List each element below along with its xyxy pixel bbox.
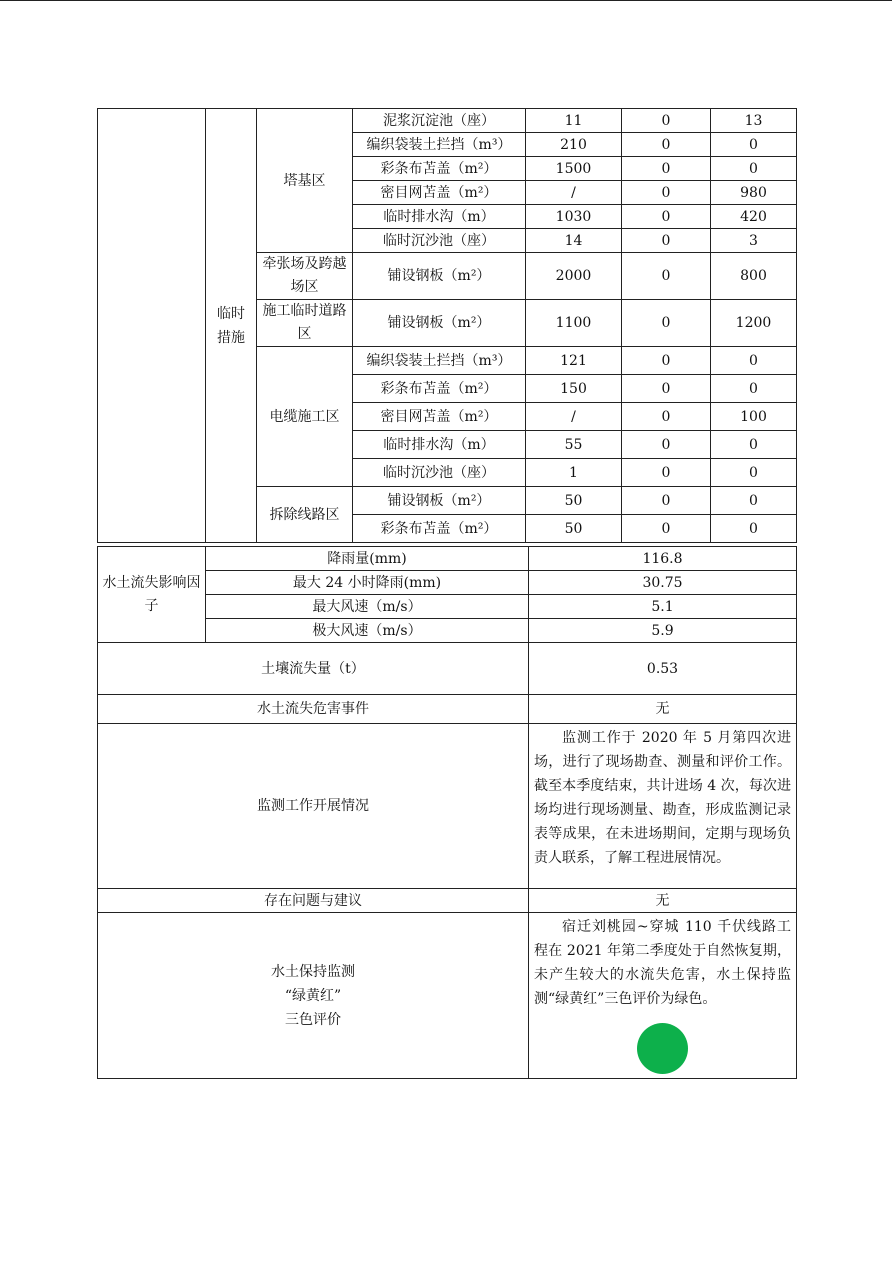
factor-value: 30.75 xyxy=(529,571,797,595)
factor-label: 极大风速（m/s） xyxy=(206,619,529,643)
planned-value: 210 xyxy=(526,133,622,157)
area-demolish: 拆除线路区 xyxy=(257,487,353,543)
total-value: 13 xyxy=(711,109,797,133)
table-row xyxy=(98,889,797,913)
total-value: 800 xyxy=(711,253,797,300)
total-value: 0 xyxy=(711,347,797,375)
measure-item: 密目网苫盖（m²） xyxy=(353,181,526,205)
current-value: 0 xyxy=(622,347,711,375)
green-rating-dot xyxy=(637,1023,688,1074)
factor-value: 5.9 xyxy=(529,619,797,643)
factor-value: 116.8 xyxy=(529,547,797,571)
total-value: 980 xyxy=(711,181,797,205)
blank-category-cell xyxy=(98,109,206,543)
evaluation-label-line1: 水土保持监测 xyxy=(271,963,355,980)
total-value: 0 xyxy=(711,157,797,181)
current-value: 0 xyxy=(622,375,711,403)
category-temp-measures: 临时措施 xyxy=(206,109,257,543)
measure-item: 临时排水沟（m） xyxy=(353,431,526,459)
issues-label: 存在问题与建议 xyxy=(98,889,529,913)
measure-item: 临时排水沟（m） xyxy=(353,205,526,229)
measure-item: 彩条布苫盖（m²） xyxy=(353,515,526,543)
total-value: 1200 xyxy=(711,300,797,347)
planned-value: 11 xyxy=(526,109,622,133)
measure-item: 铺设钢板（m²） xyxy=(353,300,526,347)
factor-label: 最大 24 小时降雨(mm) xyxy=(206,571,529,595)
total-value: 0 xyxy=(711,133,797,157)
total-value: 0 xyxy=(711,487,797,515)
measure-item: 泥浆沉淀池（座） xyxy=(353,109,526,133)
evaluation-label-line2: “绿黄红” xyxy=(284,987,342,1004)
measure-item: 铺设钢板（m²） xyxy=(353,253,526,300)
current-value: 0 xyxy=(622,487,711,515)
monitoring-report-table xyxy=(97,108,797,543)
evaluation-text: 宿迁刘桃园~穿城 110 千伏线路工程在 2021 年第二季度处于自然恢复期，未产生较大的水流失危害，水土保持监测“绿黄红”三色评价为绿色。 xyxy=(534,919,791,1007)
total-value: 100 xyxy=(711,403,797,431)
factor-label: 降雨量(mm) xyxy=(206,547,529,571)
evaluation-cell xyxy=(529,913,797,1079)
area-cable: 电缆施工区 xyxy=(257,347,353,487)
planned-value: 1500 xyxy=(526,157,622,181)
issues-value: 无 xyxy=(529,889,797,913)
hazard-value: 无 xyxy=(529,695,797,724)
planned-value: 150 xyxy=(526,375,622,403)
table-row xyxy=(98,695,797,724)
measure-item: 临时沉沙池（座） xyxy=(353,229,526,253)
planned-value: 2000 xyxy=(526,253,622,300)
measure-item: 临时沉沙池（座） xyxy=(353,459,526,487)
measure-item: 彩条布苫盖（m²） xyxy=(353,157,526,181)
planned-value: 1100 xyxy=(526,300,622,347)
current-value: 0 xyxy=(622,253,711,300)
current-value: 0 xyxy=(622,157,711,181)
soil-loss-value: 0.53 xyxy=(529,643,797,695)
factor-value: 5.1 xyxy=(529,595,797,619)
table-row xyxy=(98,547,797,571)
monitoring-label: 监测工作开展情况 xyxy=(98,724,529,889)
soil-loss-label: 土壤流失量（t） xyxy=(98,643,529,695)
current-value: 0 xyxy=(622,403,711,431)
page-top-border xyxy=(0,0,892,1)
planned-value: / xyxy=(526,181,622,205)
table-row xyxy=(98,643,797,695)
measure-item: 编织袋装土拦挡（m³） xyxy=(353,133,526,157)
total-value: 0 xyxy=(711,459,797,487)
current-value: 0 xyxy=(622,459,711,487)
current-value: 0 xyxy=(622,300,711,347)
factors-label: 水土流失影响因子 xyxy=(98,547,206,643)
measure-item: 铺设钢板（m²） xyxy=(353,487,526,515)
area-tension: 牵张场及跨越场区 xyxy=(257,253,353,300)
area-road: 施工临时道路区 xyxy=(257,300,353,347)
total-value: 0 xyxy=(711,431,797,459)
table-row xyxy=(98,913,797,1079)
planned-value: / xyxy=(526,403,622,431)
table-row xyxy=(98,724,797,889)
hazard-label: 水土流失危害事件 xyxy=(98,695,529,724)
evaluation-label xyxy=(98,913,529,1079)
current-value: 0 xyxy=(622,205,711,229)
total-value: 0 xyxy=(711,515,797,543)
current-value: 0 xyxy=(622,229,711,253)
planned-value: 1030 xyxy=(526,205,622,229)
area-tower: 塔基区 xyxy=(257,109,353,253)
planned-value: 14 xyxy=(526,229,622,253)
measure-item: 彩条布苫盖（m²） xyxy=(353,375,526,403)
evaluation-label-line3: 三色评价 xyxy=(285,1011,341,1028)
monitoring-text: 监测工作于 2020 年 5 月第四次进场，进行了现场勘查、测量和评价工作。截至本季度结束，共计进场 4 次，每次进场均进行现场测量、勘查，形成监测记录表等成果，在未进场期间，定期与现场负责人联系，了解工程进展情况。 xyxy=(529,724,797,889)
current-value: 0 xyxy=(622,181,711,205)
planned-value: 121 xyxy=(526,347,622,375)
factors-table xyxy=(97,546,797,1079)
total-value: 420 xyxy=(711,205,797,229)
planned-value: 50 xyxy=(526,487,622,515)
current-value: 0 xyxy=(622,133,711,157)
planned-value: 50 xyxy=(526,515,622,543)
measure-item: 编织袋装土拦挡（m³） xyxy=(353,347,526,375)
planned-value: 55 xyxy=(526,431,622,459)
current-value: 0 xyxy=(622,431,711,459)
current-value: 0 xyxy=(622,515,711,543)
total-value: 3 xyxy=(711,229,797,253)
total-value: 0 xyxy=(711,375,797,403)
measure-item: 密目网苫盖（m²） xyxy=(353,403,526,431)
current-value: 0 xyxy=(622,109,711,133)
factor-label: 最大风速（m/s） xyxy=(206,595,529,619)
planned-value: 1 xyxy=(526,459,622,487)
table-row xyxy=(98,109,797,133)
